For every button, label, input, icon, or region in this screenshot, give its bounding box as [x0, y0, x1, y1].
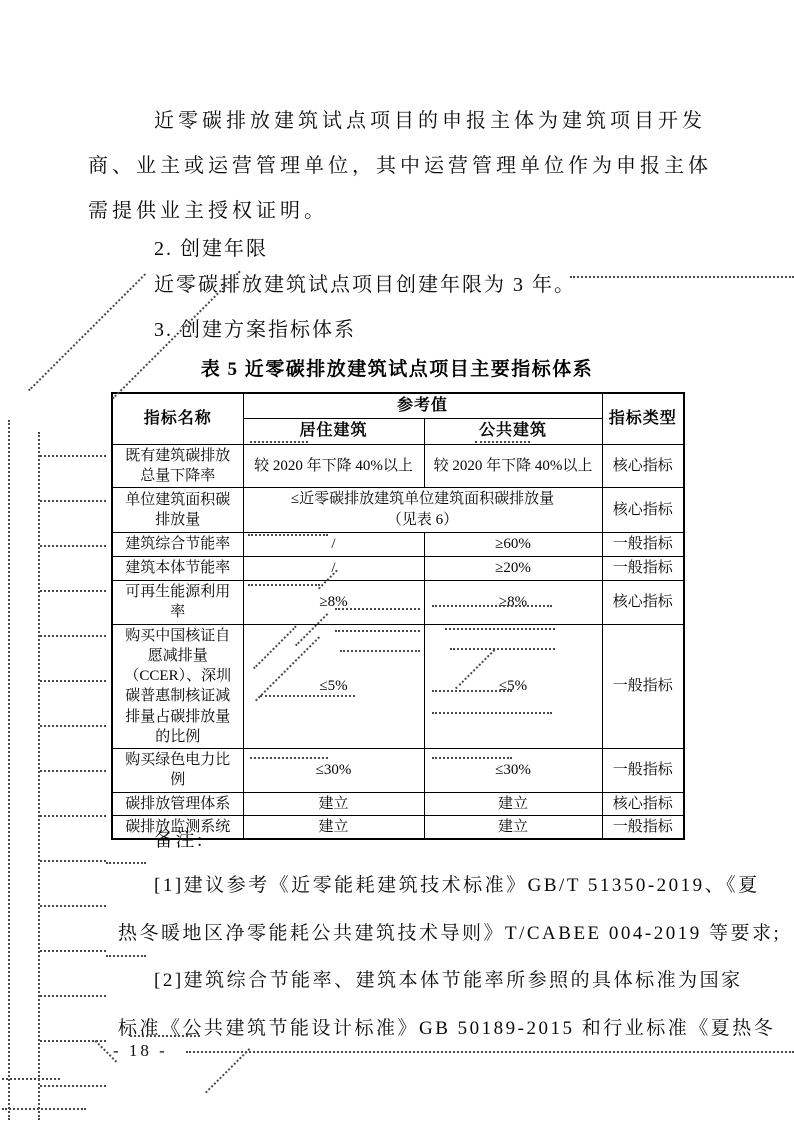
header-indicator-type: 指标类型 — [602, 393, 684, 444]
scan-dot-artifact — [432, 712, 552, 714]
scan-dot-artifact — [445, 628, 555, 630]
cell-indicator-type: 核心指标 — [602, 792, 684, 815]
scan-dot-artifact — [40, 455, 106, 457]
header-reference-value: 参考值 — [243, 393, 602, 418]
scan-dot-artifact — [432, 605, 552, 607]
cell-residential-value: 建立 — [243, 792, 424, 815]
cell-merged-value — [243, 488, 602, 533]
scan-dot-artifact — [335, 630, 420, 632]
indicator-table — [111, 392, 685, 840]
scan-dot-artifact — [205, 1048, 250, 1093]
cell-indicator-type: 一般指标 — [602, 749, 684, 793]
cell-indicator-name: 建筑本体节能率 — [112, 557, 243, 581]
table-row — [112, 488, 684, 533]
scan-dot-artifact — [40, 860, 106, 862]
scan-dot-artifact — [106, 955, 146, 957]
merged-value-line2: （见表 6） — [386, 512, 459, 529]
note-line: 标准《公共建筑节能设计标准》GB 50189-2015 和行业标准《夏热冬 — [118, 1018, 776, 1039]
scan-dot-artifact — [40, 725, 106, 727]
cell-residential-value: 建立 — [243, 815, 424, 839]
scan-dot-artifact — [432, 757, 512, 759]
cell-indicator-name: 购买中国核证自愿减排量（CCER）、深圳碳普惠制核证减排量占碳排放量的比例 — [112, 624, 243, 749]
cell-indicator-type: 核心指标 — [602, 488, 684, 533]
header-indicator-name: 指标名称 — [112, 393, 243, 444]
scan-dot-artifact — [475, 441, 530, 443]
table-row — [112, 581, 684, 625]
cell-residential-value: ≤30% — [243, 749, 424, 793]
cell-indicator-type: 一般指标 — [602, 533, 684, 557]
paragraph-line: 近零碳排放建筑试点项目的申报主体为建筑项目开发 — [154, 110, 706, 132]
scan-dot-artifact — [2, 1078, 60, 1080]
cell-indicator-name: 单位建筑面积碳排放量 — [112, 488, 243, 533]
cell-residential-value: / — [243, 557, 424, 581]
cell-public-value: ≤5% — [424, 624, 602, 749]
paragraph-line: 需提供业主授权证明。 — [88, 200, 328, 222]
scan-dot-artifact — [40, 680, 106, 682]
note-line: [2]建筑综合节能率、建筑本体节能率所参照的具体标准为国家 — [154, 970, 743, 991]
cell-indicator-type: 核心指标 — [602, 444, 684, 488]
header-residential: 居住建筑 — [243, 418, 424, 444]
section-heading-2: 2. 创建年限 — [154, 238, 268, 260]
paragraph-line: 商、业主或运营管理单位，其中运营管理单位作为申报主体 — [88, 155, 712, 177]
cell-public-value: 较 2020 年下降 40%以上 — [424, 444, 602, 488]
scan-dot-artifact — [40, 545, 106, 547]
cell-indicator-name: 碳排放监测系统 — [112, 815, 243, 839]
cell-indicator-type: 一般指标 — [602, 624, 684, 749]
scan-dot-artifact — [40, 590, 106, 592]
cell-residential-value: 较 2020 年下降 40%以上 — [243, 444, 424, 488]
scan-dot-artifact — [450, 648, 555, 650]
scan-dot-artifact — [248, 534, 328, 536]
cell-public-value: ≥60% — [424, 533, 602, 557]
scan-dot-artifact — [40, 950, 106, 952]
note-line: [1]建议参考《近零能耗建筑技术标准》GB/T 51350-2019、《夏 — [154, 875, 760, 896]
cell-indicator-name: 购买绿色电力比例 — [112, 749, 243, 793]
cell-indicator-type: 一般指标 — [602, 815, 684, 839]
scan-dot-artifact — [40, 770, 106, 772]
table-row — [112, 444, 684, 488]
cell-indicator-name: 建筑综合节能率 — [112, 533, 243, 557]
scan-dot-artifact — [40, 500, 106, 502]
table-title: 表 5 近零碳排放建筑试点项目主要指标体系 — [200, 359, 594, 380]
table-row — [112, 624, 684, 749]
cell-public-value: ≤30% — [424, 749, 602, 793]
cell-indicator-type: 核心指标 — [602, 581, 684, 625]
scan-dot-artifact — [40, 905, 106, 907]
scan-dot-artifact — [340, 650, 420, 652]
section-heading-3: 3. 创建方案指标体系 — [154, 319, 356, 341]
cell-public-value: 建立 — [424, 792, 602, 815]
table-row — [112, 533, 684, 557]
scan-dot-artifact — [335, 608, 420, 610]
merged-value-line1: ≤近零碳排放建筑单位建筑面积碳排放量 — [290, 491, 555, 508]
cell-indicator-type: 一般指标 — [602, 557, 684, 581]
cell-public-value: ≥20% — [424, 557, 602, 581]
scan-dot-artifact — [186, 1051, 794, 1053]
scan-dot-artifact — [8, 420, 10, 1120]
cell-residential-value: / — [243, 533, 424, 557]
scan-dot-artifact — [130, 1035, 200, 1037]
scan-dot-artifact — [432, 690, 512, 692]
scan-dot-artifact — [248, 584, 320, 586]
notes-label: 备注: — [154, 830, 205, 851]
cell-indicator-name: 可再生能源利用率 — [112, 581, 243, 625]
cell-residential-value: ≥8% — [243, 581, 424, 625]
scan-dot-artifact — [106, 862, 146, 864]
paragraph-line: 近零碳排放建筑试点项目创建年限为 3 年。 — [154, 274, 576, 296]
scan-dot-artifact — [40, 1040, 106, 1042]
scan-dot-artifact — [2, 1108, 86, 1110]
table-row — [112, 749, 684, 793]
scan-dot-artifact — [250, 757, 328, 759]
cell-public-value: 建立 — [424, 815, 602, 839]
table-row — [112, 557, 684, 581]
scan-dot-artifact — [260, 695, 355, 697]
scan-dot-artifact — [40, 635, 106, 637]
table-row — [112, 792, 684, 815]
scan-dot-artifact — [38, 432, 40, 1120]
scan-dot-artifact — [40, 995, 106, 997]
cell-indicator-name: 碳排放管理体系 — [112, 792, 243, 815]
header-public: 公共建筑 — [424, 418, 602, 444]
cell-indicator-name: 既有建筑碳排放总量下降率 — [112, 444, 243, 488]
note-line: 热冬暖地区净零能耗公共建筑技术导则》T/CABEE 004-2019 等要求; — [118, 923, 782, 944]
scan-dot-artifact — [40, 1085, 106, 1087]
scan-dot-artifact — [40, 815, 106, 817]
scan-dot-artifact — [250, 441, 308, 443]
cell-public-value: ≥8% — [424, 581, 602, 625]
page-number: - 18 - — [113, 1041, 168, 1060]
cell-residential-value: ≤5% — [243, 624, 424, 749]
scan-dot-artifact — [570, 276, 794, 278]
